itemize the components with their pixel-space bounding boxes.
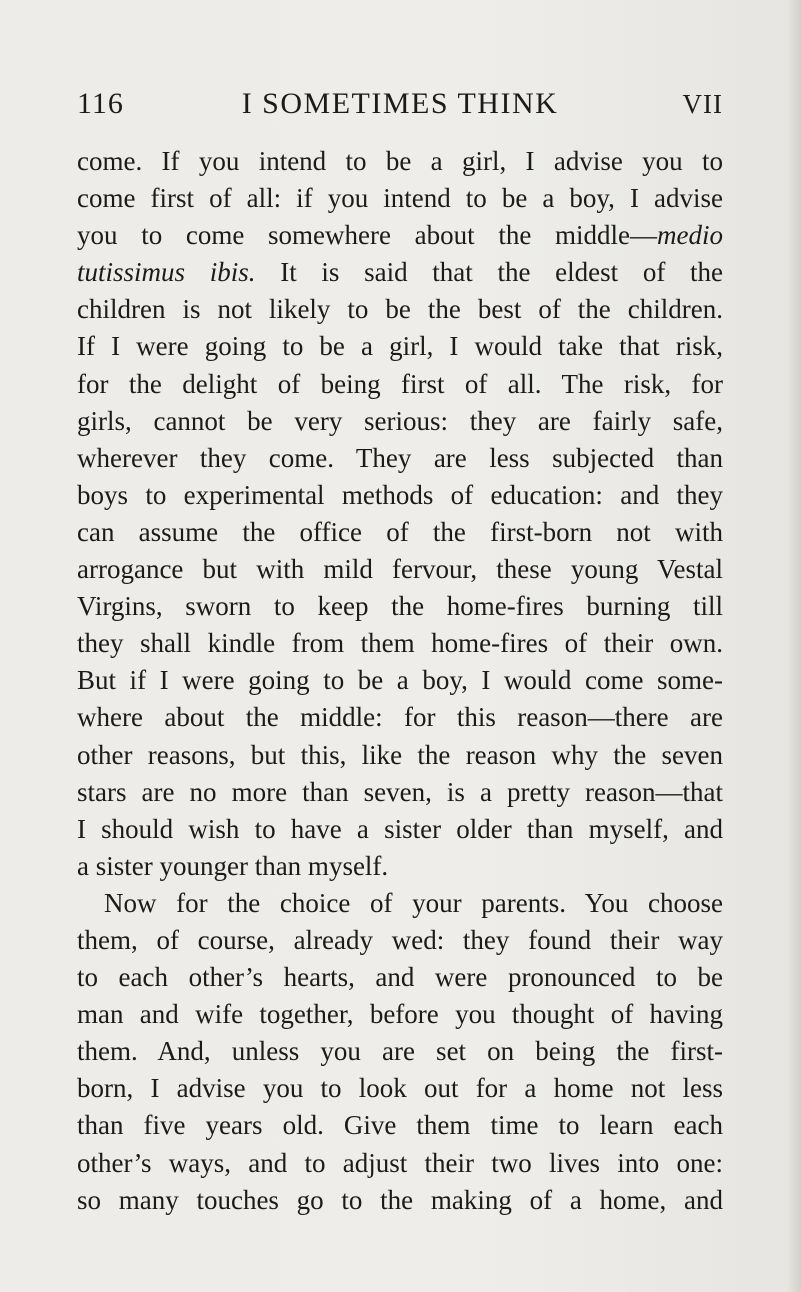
text-line: born, I advise you to look out for a home not less [77,1073,723,1104]
page-edge-shadow [787,0,801,1292]
text-line: But if I were going to be a boy, I would come some- [77,665,723,696]
running-head [77,83,723,127]
italic-phrase: medio [657,220,723,251]
text-line: Virgins, sworn to keep the home-fires burning till [77,591,723,622]
text-line: to each other’s hearts, and were pronounced to be [77,962,723,993]
text-line: so many touches go to the making of a home, and [77,1184,723,1215]
text-line: where about the middle: for this reason—there are [77,702,723,733]
text-line: Now for the choice of your parents. You choose [104,887,723,918]
text-run: It is said that the eldest of the [255,257,723,288]
text-line: them. And, unless you are set on being the first- [77,1036,723,1067]
text-line: man and wife together, before you thought of having [77,999,723,1030]
text-line: children is not likely to be the best of the children. [77,294,723,325]
text-line: girls, cannot be very serious: they are fairly safe, [77,405,723,436]
italic-phrase: tutissimus ibis. [77,257,256,288]
page-number: 116 [77,87,124,120]
chapter-number: VII [682,89,723,119]
text-line: them, of course, already wed: they found their way [77,924,723,955]
text-line: I should wish to have a sister older than myself, and [77,813,723,844]
text-line: than five years old. Give them time to learn each [77,1110,723,1141]
text-line: stars are no more than seven, is a pretty reason—that [77,776,723,807]
text-line: come. If you intend to be a girl, I advise you to [77,146,723,176]
text-run: you to come somewhere about the middle— [77,220,658,251]
text-line: arrogance but with mild fervour, these young Vestal [77,554,723,585]
text-line: for the delight of being first of all. The risk, for [77,368,723,399]
text-line: a sister younger than myself. [77,850,389,881]
text-line: If I were going to be a girl, I would take that risk, [77,331,723,362]
text-line: come first of all: if you intend to be a boy, I advise [77,183,723,214]
text-line: boys to experimental methods of education: and they [77,479,723,510]
text-line: other reasons, but this, like the reason why the seven [77,739,723,770]
text-line: wherever they come. They are less subjected than [77,442,723,473]
text-line [77,217,723,254]
running-title: I SOMETIMES THINK [241,87,559,120]
text-line [77,254,723,291]
text-line: they shall kindle from them home-fires of their own. [77,628,723,659]
text-line: other’s ways, and to adjust their two lives into one: [77,1147,723,1178]
text-line: can assume the office of the first-born not with [77,516,723,547]
body-text [77,143,723,1219]
